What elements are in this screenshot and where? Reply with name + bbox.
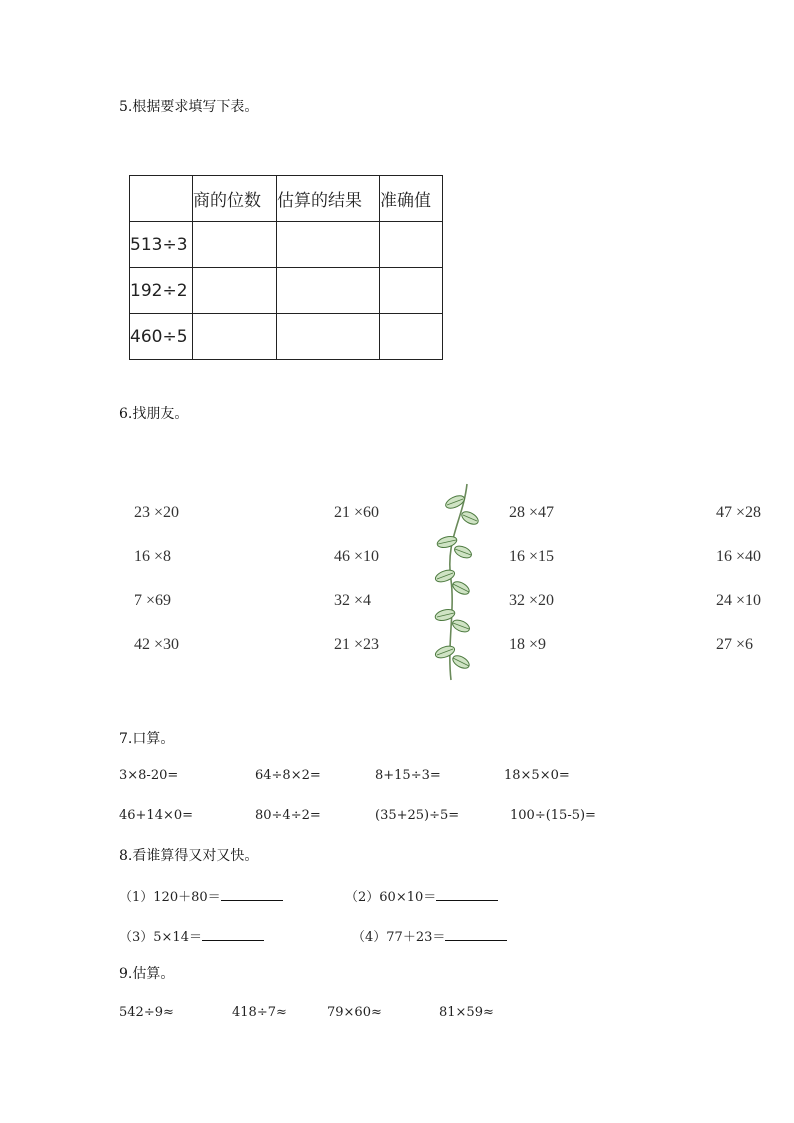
expression: 32 ×20 <box>509 592 555 609</box>
q8-item <box>119 886 283 905</box>
answer-cell[interactable] <box>380 314 443 360</box>
table-header-row <box>130 176 443 222</box>
find-friends-panel <box>0 480 794 690</box>
row-label: 460÷5 <box>130 314 193 360</box>
header-cell-exact: 准确值 <box>380 176 443 222</box>
expression: 47 ×28 <box>716 504 762 521</box>
q8-item <box>345 886 498 905</box>
q8-item <box>352 926 507 945</box>
expression: 21 ×60 <box>334 504 380 521</box>
answer-cell[interactable] <box>277 222 380 268</box>
answer-blank[interactable] <box>436 887 498 901</box>
expression: 46 ×10 <box>334 548 380 565</box>
expression: 21 ×23 <box>334 636 380 653</box>
answer-blank[interactable] <box>202 927 264 941</box>
expression: 18 ×9 <box>509 636 547 653</box>
answer-cell[interactable] <box>193 222 277 268</box>
row-label: 192÷2 <box>130 268 193 314</box>
answer-cell[interactable] <box>380 268 443 314</box>
answer-cell[interactable] <box>193 314 277 360</box>
q7-item: 100÷(15-5)= <box>510 808 596 823</box>
q6-title: 6.找朋友。 <box>119 406 189 422</box>
table-row <box>130 314 443 360</box>
expression: 7 ×69 <box>134 592 172 609</box>
q9-item: 418÷7≈ <box>232 1005 287 1020</box>
header-cell-digits: 商的位数 <box>193 176 277 222</box>
q9-item: 81×59≈ <box>439 1005 494 1020</box>
answer-cell[interactable] <box>277 314 380 360</box>
row-label: 513÷3 <box>130 222 193 268</box>
expression: 42 ×30 <box>134 636 180 653</box>
expression: 16 ×40 <box>716 548 762 565</box>
q7-item: 80÷4÷2= <box>255 808 321 823</box>
expression: 16 ×8 <box>134 548 172 565</box>
q7-item: 64÷8×2= <box>255 768 321 783</box>
answer-blank[interactable] <box>221 887 283 901</box>
table-row <box>130 268 443 314</box>
header-cell-estimate: 估算的结果 <box>277 176 380 222</box>
answer-cell[interactable] <box>193 268 277 314</box>
q8-item-text: （1）120＋80＝ <box>119 890 221 905</box>
q8-item-text: （3）5×14＝ <box>119 930 202 945</box>
q7-item: 3×8-20= <box>119 768 179 783</box>
q9-item: 542÷9≈ <box>119 1005 174 1020</box>
q7-title: 7.口算。 <box>119 731 175 747</box>
answer-blank[interactable] <box>445 927 507 941</box>
expression: 24 ×10 <box>716 592 762 609</box>
expression: 32 ×4 <box>334 592 372 609</box>
q7-item: (35+25)÷5= <box>375 808 460 823</box>
q9-title: 9.估算。 <box>119 966 175 982</box>
expression: 27 ×6 <box>716 636 754 653</box>
q5-table <box>129 175 443 360</box>
expression: 16 ×15 <box>509 548 555 565</box>
q7-item: 8+15÷3= <box>375 768 441 783</box>
q7-item: 46+14×0= <box>119 808 194 823</box>
header-cell-empty <box>130 176 193 222</box>
q8-item-text: （4）77＋23＝ <box>352 930 446 945</box>
answer-cell[interactable] <box>380 222 443 268</box>
expression: 28 ×47 <box>509 504 555 521</box>
q9-item: 79×60≈ <box>327 1005 382 1020</box>
answer-cell[interactable] <box>277 268 380 314</box>
q8-item-text: （2）60×10＝ <box>345 890 437 905</box>
q5-title: 5.根据要求填写下表。 <box>119 99 259 115</box>
vine-icon <box>425 480 485 685</box>
table-row <box>130 222 443 268</box>
q7-item: 18×5×0= <box>504 768 570 783</box>
q8-title: 8.看谁算得又对又快。 <box>119 848 259 864</box>
expression: 23 ×20 <box>134 504 180 521</box>
q8-item <box>119 926 264 945</box>
